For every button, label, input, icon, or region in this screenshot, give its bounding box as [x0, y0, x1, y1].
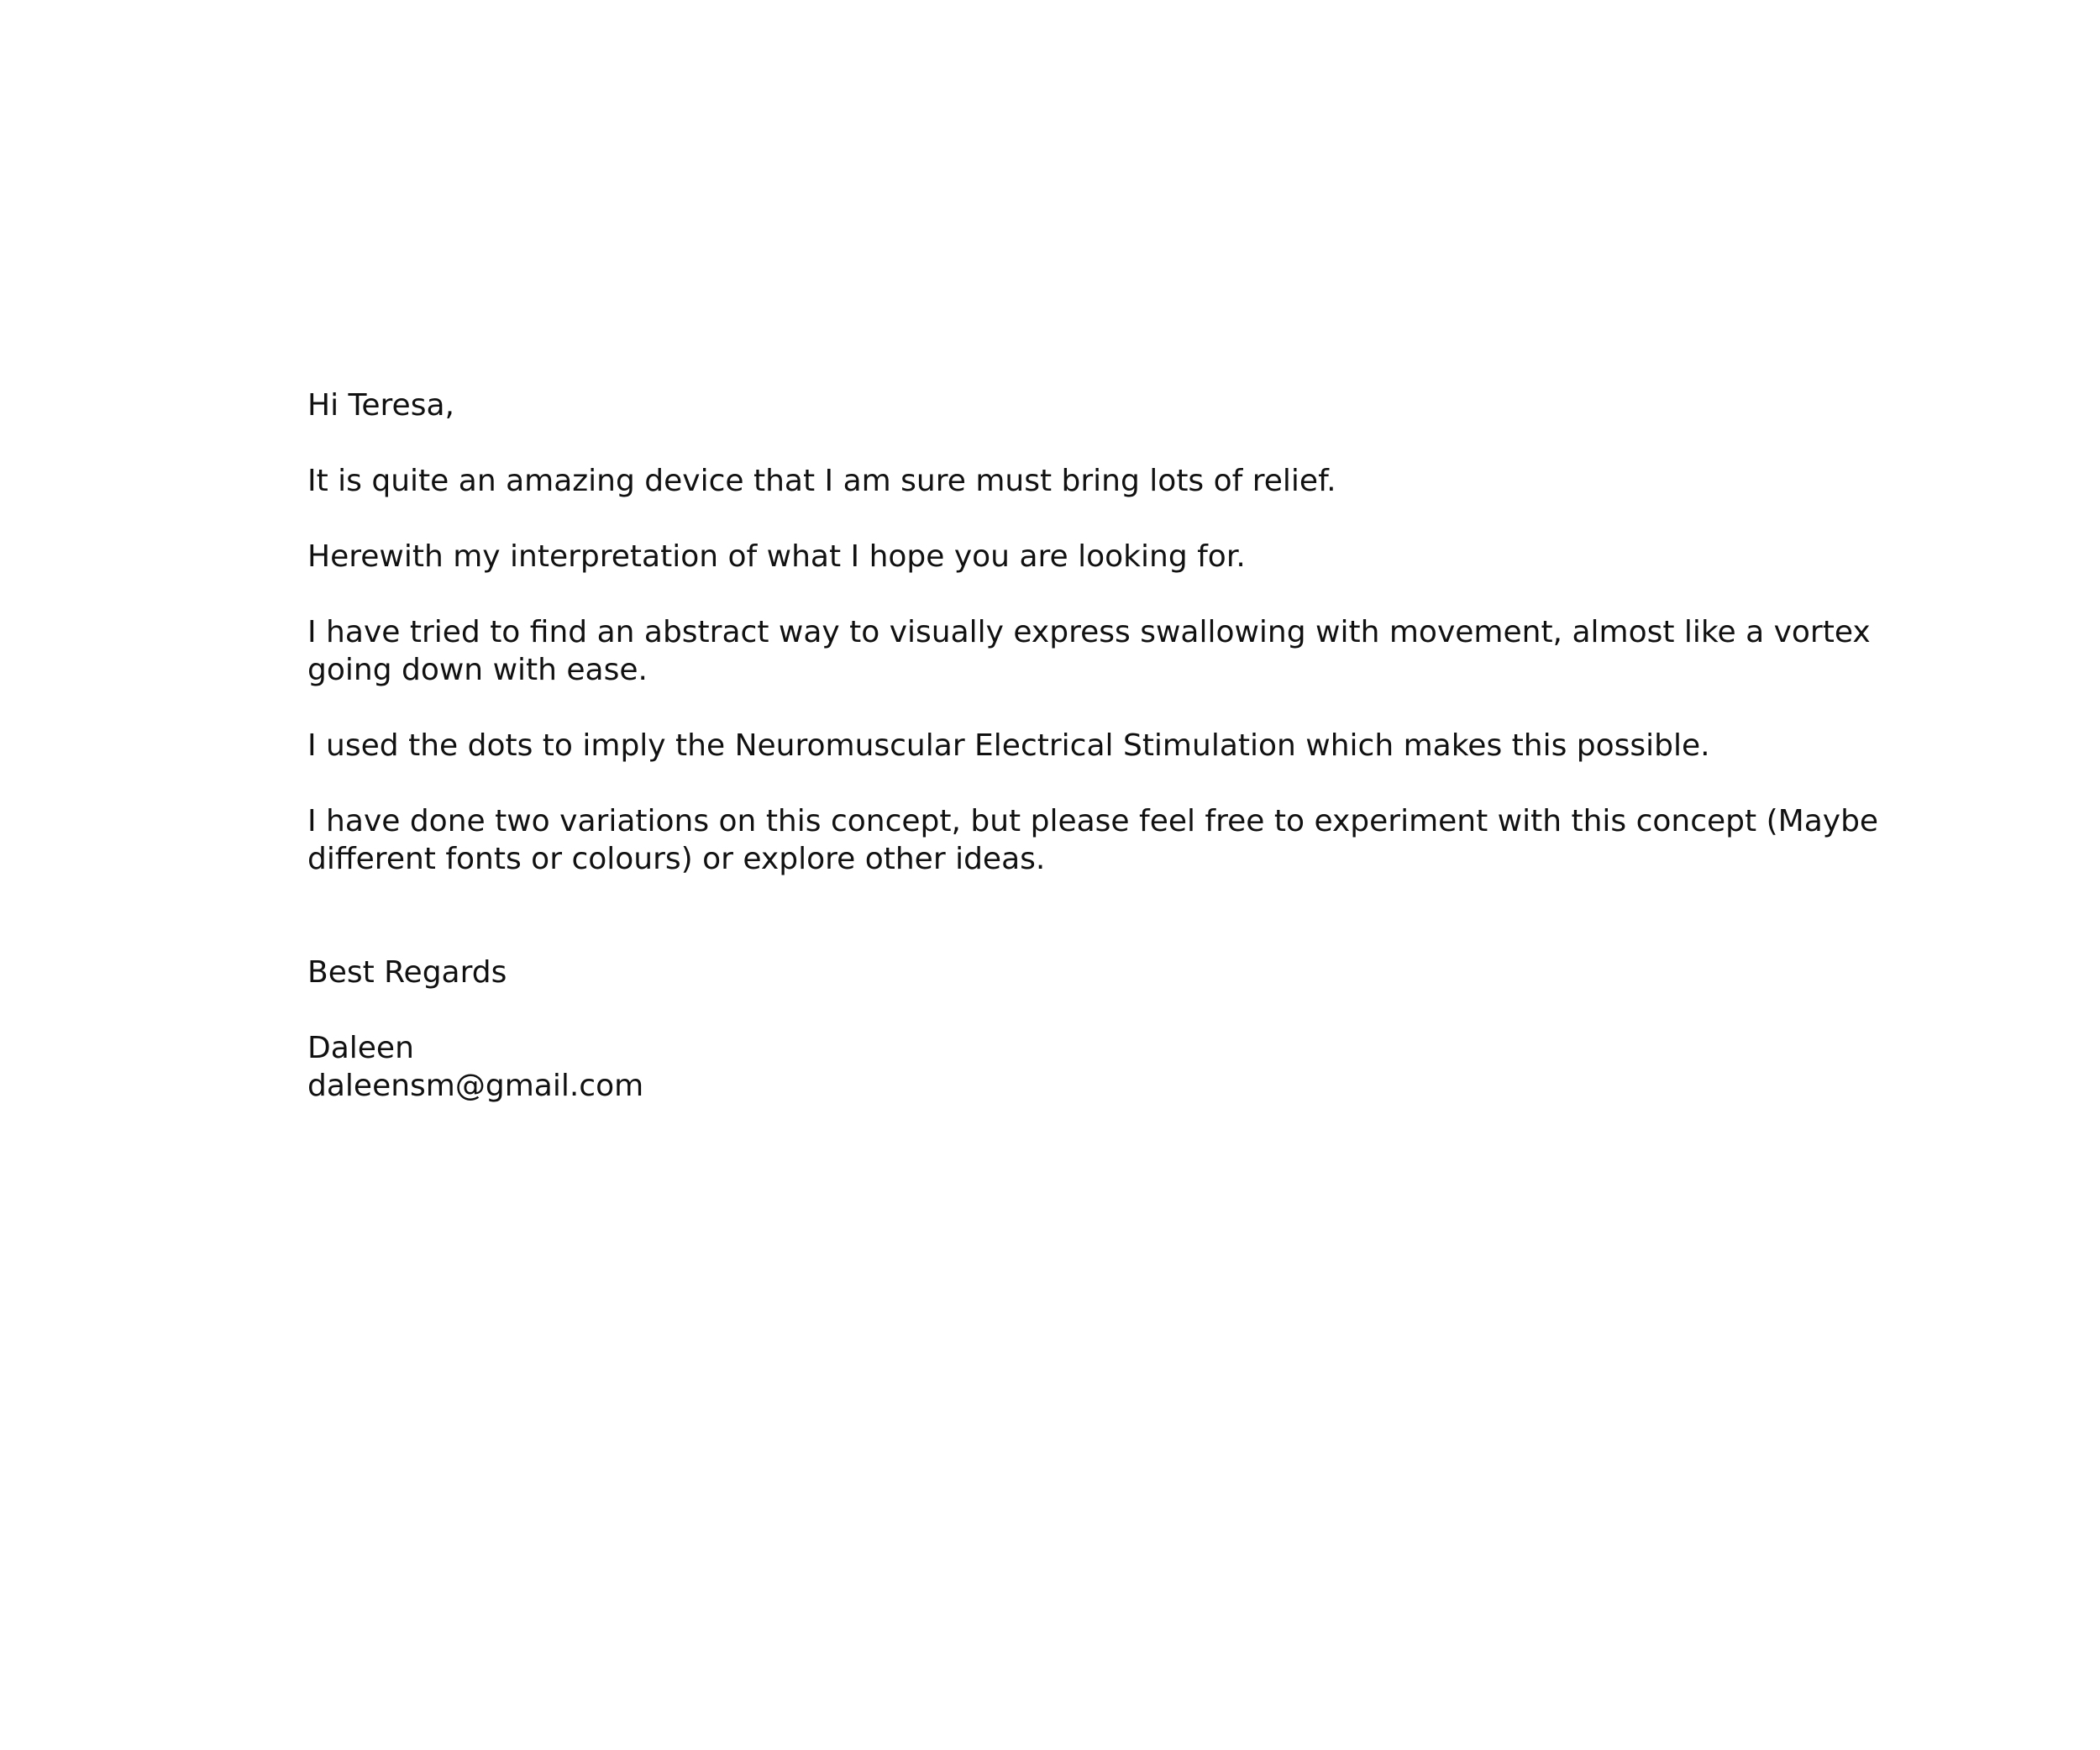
greeting: Hi Teresa, — [307, 388, 454, 423]
letter-body — [307, 386, 1887, 1105]
closing: Best Regards — [307, 955, 507, 990]
signature-email: daleensm@gmail.com — [307, 1069, 644, 1103]
paragraph-5: I have done two variations on this concept, but please feel free to experiment with this concept (Maybe different fonts or colours) or explore other ideas. — [307, 804, 1879, 876]
paragraph-2: Herewith my interpretation of what I hope you are looking for. — [307, 539, 1246, 574]
paragraph-4: I used the dots to imply the Neuromuscular Electrical Stimulation which makes this possible. — [307, 728, 1710, 763]
paragraph-3: I have tried to find an abstract way to visually express swallowing with movement, almost like a vortex going down with ease. — [307, 615, 1871, 687]
paragraph-1: It is quite an amazing device that I am sure must bring lots of relief. — [307, 464, 1336, 498]
signature-name: Daleen — [307, 1031, 414, 1065]
